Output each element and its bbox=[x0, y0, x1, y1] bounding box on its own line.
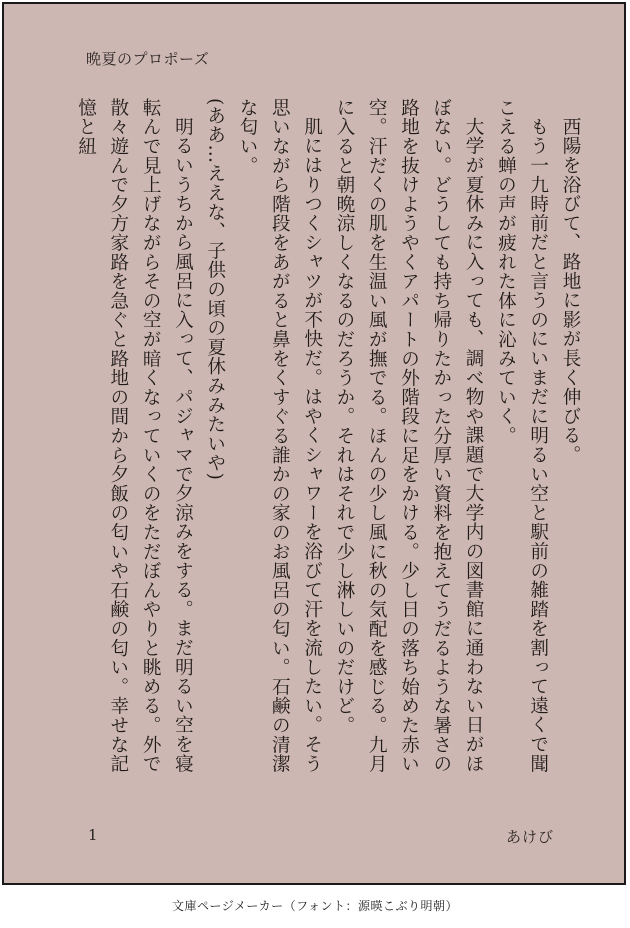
running-title: 晩夏のプロポーズ bbox=[86, 50, 210, 68]
paragraph-2: もう一九時前だと言うのにいまだに明るい空と駅前の雑踏を割って遠くで聞こえる蝉の声が疲れた体に沁みていく。 bbox=[495, 98, 549, 773]
generator-caption: 文庫ページメーカー（フォント：源暎こぶり明朝） bbox=[171, 899, 459, 913]
vertical-body-text bbox=[69, 98, 586, 788]
book-page bbox=[2, 2, 626, 885]
paragraph-5-monologue: (ああ…ええな、子供の頃の夏休みみたいや) bbox=[204, 98, 226, 481]
page-number: 1 bbox=[88, 826, 98, 844]
paragraph-6: 明るいうちから風呂に入って、パジャマで夕涼みをする。まだ明るい空を寝転んで見上げながらその空が暗くなっていくのをただぼんやりと眺める。外で散々遊んで夕方家路を急ぐと路地の間から夕飯の匂いや石鹸の匂い。幸せな記憶と紐 bbox=[75, 98, 194, 774]
author-name: あけび bbox=[506, 828, 555, 846]
paragraph-3: 大学が夏休みに入っても、調べ物や課題で大学内の図書館に通わない日がほぼない。どうしても持ち帰りたかった分厚い資料を抱えてうだるような暑さの路地を抜けようやくアパートの外階段に足をかける。少し日の落ち始めた赤い空。汗だくの肌を生温い風が撫でる。ほんの少し風に秋の気配を感じる。九月に入ると朝晩涼しくなるのだろうか。それはそれで少し淋しいのだけど。 bbox=[333, 98, 485, 774]
paragraph-4: 肌にはりつくシャツが不快だ。はやくシャワーを浴びて汗を流したい。そう思いながら階段をあがると鼻をくすぐる誰かの家のお風呂の匂い。石鹸の清潔な匂い。 bbox=[237, 98, 323, 774]
paragraph-1: 西陽を浴びて、路地に影が長く伸びる。 bbox=[560, 116, 581, 464]
